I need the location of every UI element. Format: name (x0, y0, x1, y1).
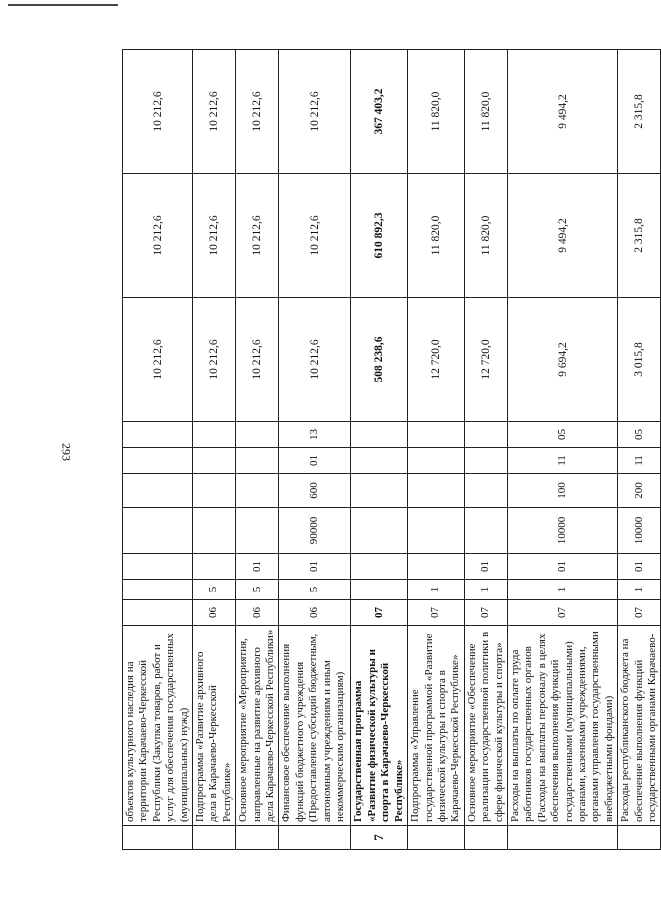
code-cell: 07 (408, 600, 465, 626)
amount-cell: 10 212,6 (123, 174, 193, 298)
code-cell (236, 422, 279, 448)
code-cell: 10000 (618, 508, 661, 554)
amount-cell: 610 892,3 (351, 174, 408, 298)
budget-table (122, 49, 661, 850)
table-row (408, 50, 465, 850)
amount-cell: 10 212,6 (279, 50, 351, 174)
table-row (507, 50, 617, 850)
code-cell: 10000 (507, 508, 617, 554)
row-number-cell: 7 (351, 826, 408, 850)
amount-cell: 10 212,6 (236, 298, 279, 422)
code-cell (464, 422, 507, 448)
code-cell (351, 554, 408, 580)
code-cell: 01 (279, 554, 351, 580)
code-cell (123, 474, 193, 508)
row-name-cell: Расходы республиканского бюджета на обеспечение выполнения функций государственными органами Карачаево- (618, 626, 661, 826)
code-cell (123, 422, 193, 448)
code-cell (408, 448, 465, 474)
code-cell: 01 (236, 554, 279, 580)
table-row (193, 50, 236, 850)
code-cell: 100 (507, 474, 617, 508)
code-cell: 07 (507, 600, 617, 626)
row-number-cell (236, 826, 279, 850)
row-number-cell (408, 826, 465, 850)
code-cell: 07 (351, 600, 408, 626)
code-cell: 06 (279, 600, 351, 626)
code-cell: 200 (618, 474, 661, 508)
rotated-table-wrapper (122, 50, 658, 850)
table-row (123, 50, 193, 850)
row-name-cell: Подпрограмма «Развитие архивного дела в Карачаево-Черкесской Республике» (193, 626, 236, 826)
amount-cell: 11 820,0 (408, 50, 465, 174)
code-cell (464, 508, 507, 554)
amount-cell: 11 820,0 (464, 50, 507, 174)
code-cell: 1 (618, 580, 661, 600)
amount-cell: 9 694,2 (507, 298, 617, 422)
code-cell (351, 580, 408, 600)
amount-cell: 2 315,8 (618, 174, 661, 298)
amount-cell: 11 820,0 (408, 174, 465, 298)
code-cell: 1 (408, 580, 465, 600)
table-body (123, 50, 661, 850)
page-number: 293 (59, 443, 74, 461)
row-number-cell (279, 826, 351, 850)
table-row (236, 50, 279, 850)
code-cell (236, 474, 279, 508)
row-name-cell: объектов культурного наследия на территории Карачаево-Черкесской Республики (Закупка товаров, работ и услуг для обеспечения государственных (муниципальных) нужд) (123, 626, 193, 826)
code-cell (408, 554, 465, 580)
code-cell (351, 422, 408, 448)
amount-cell: 10 212,6 (193, 174, 236, 298)
code-cell: 06 (236, 600, 279, 626)
code-cell: 07 (618, 600, 661, 626)
amount-cell: 12 720,0 (464, 298, 507, 422)
code-cell (236, 448, 279, 474)
code-cell: 01 (279, 448, 351, 474)
code-cell (123, 554, 193, 580)
amount-cell: 10 212,6 (236, 174, 279, 298)
code-cell: 11 (507, 448, 617, 474)
row-name-cell: Государственная программа «Развитие физической культуры и спорта в Карачаево-Черкесской Республике» (351, 626, 408, 826)
code-cell: 07 (464, 600, 507, 626)
row-number-cell (618, 826, 661, 850)
amount-cell: 10 212,6 (123, 298, 193, 422)
amount-cell: 9 494,2 (507, 174, 617, 298)
code-cell: 13 (279, 422, 351, 448)
code-cell (193, 422, 236, 448)
code-cell: 06 (193, 600, 236, 626)
code-cell: 01 (507, 554, 617, 580)
code-cell: 11 (618, 448, 661, 474)
amount-cell: 3 015,8 (618, 298, 661, 422)
table-row (464, 50, 507, 850)
code-cell (408, 508, 465, 554)
table-row (279, 50, 351, 850)
code-cell (193, 448, 236, 474)
amount-cell: 9 494,2 (507, 50, 617, 174)
table-row (351, 50, 408, 850)
code-cell (351, 448, 408, 474)
code-cell (123, 448, 193, 474)
code-cell: 01 (464, 554, 507, 580)
row-number-cell (507, 826, 617, 850)
code-cell (123, 580, 193, 600)
code-cell (123, 600, 193, 626)
code-cell: 90000 (279, 508, 351, 554)
code-cell: 5 (279, 580, 351, 600)
code-cell: 01 (618, 554, 661, 580)
row-number-cell (193, 826, 236, 850)
row-number-cell (464, 826, 507, 850)
row-name-cell: Основное мероприятие «Обеспечение реализации государственной политики в сфере физической культуры и спорта» (464, 626, 507, 826)
code-cell (408, 474, 465, 508)
amount-cell: 508 238,6 (351, 298, 408, 422)
amount-cell: 12 720,0 (408, 298, 465, 422)
code-cell (464, 448, 507, 474)
table-row (618, 50, 661, 850)
code-cell (351, 474, 408, 508)
code-cell: 1 (464, 580, 507, 600)
row-name-cell: Подпрограмма «Управление государственной программой «Развитие физической культуры и спорта в Карачаево-Черкесской Республике» (408, 626, 465, 826)
code-cell: 1 (507, 580, 617, 600)
code-cell: 5 (236, 580, 279, 600)
code-cell (193, 554, 236, 580)
code-cell: 5 (193, 580, 236, 600)
amount-cell: 10 212,6 (193, 50, 236, 174)
row-name-cell: Основное мероприятие «Мероприятия, направленные на развитие архивного дела Карачаево-Черкесской Республики» (236, 626, 279, 826)
row-name-cell: Финансовое обеспечение выполнения функций бюджетного учреждения (Предоставление субсидий бюджетным, автономным учреждениям и иным некоммерческим организациям) (279, 626, 351, 826)
code-cell (193, 474, 236, 508)
code-cell (193, 508, 236, 554)
code-cell: 05 (618, 422, 661, 448)
top-rule (8, 4, 118, 6)
amount-cell: 10 212,6 (193, 298, 236, 422)
code-cell: 600 (279, 474, 351, 508)
row-number-cell (123, 826, 193, 850)
code-cell (351, 508, 408, 554)
amount-cell: 10 212,6 (279, 174, 351, 298)
amount-cell: 10 212,6 (236, 50, 279, 174)
amount-cell: 10 212,6 (279, 298, 351, 422)
code-cell (408, 422, 465, 448)
code-cell (123, 508, 193, 554)
amount-cell: 2 315,8 (618, 50, 661, 174)
code-cell (236, 508, 279, 554)
amount-cell: 10 212,6 (123, 50, 193, 174)
code-cell (464, 474, 507, 508)
code-cell: 05 (507, 422, 617, 448)
row-name-cell: Расходы на выплаты по оплате труда работников государственных органов (Расходы на выплаты персоналу в целях обеспечения выполнения функций государственными (муниципальными) органами, казенными учреждениями, органами управления государственными внебюджетными фондами) (507, 626, 617, 826)
amount-cell: 367 403,2 (351, 50, 408, 174)
amount-cell: 11 820,0 (464, 174, 507, 298)
